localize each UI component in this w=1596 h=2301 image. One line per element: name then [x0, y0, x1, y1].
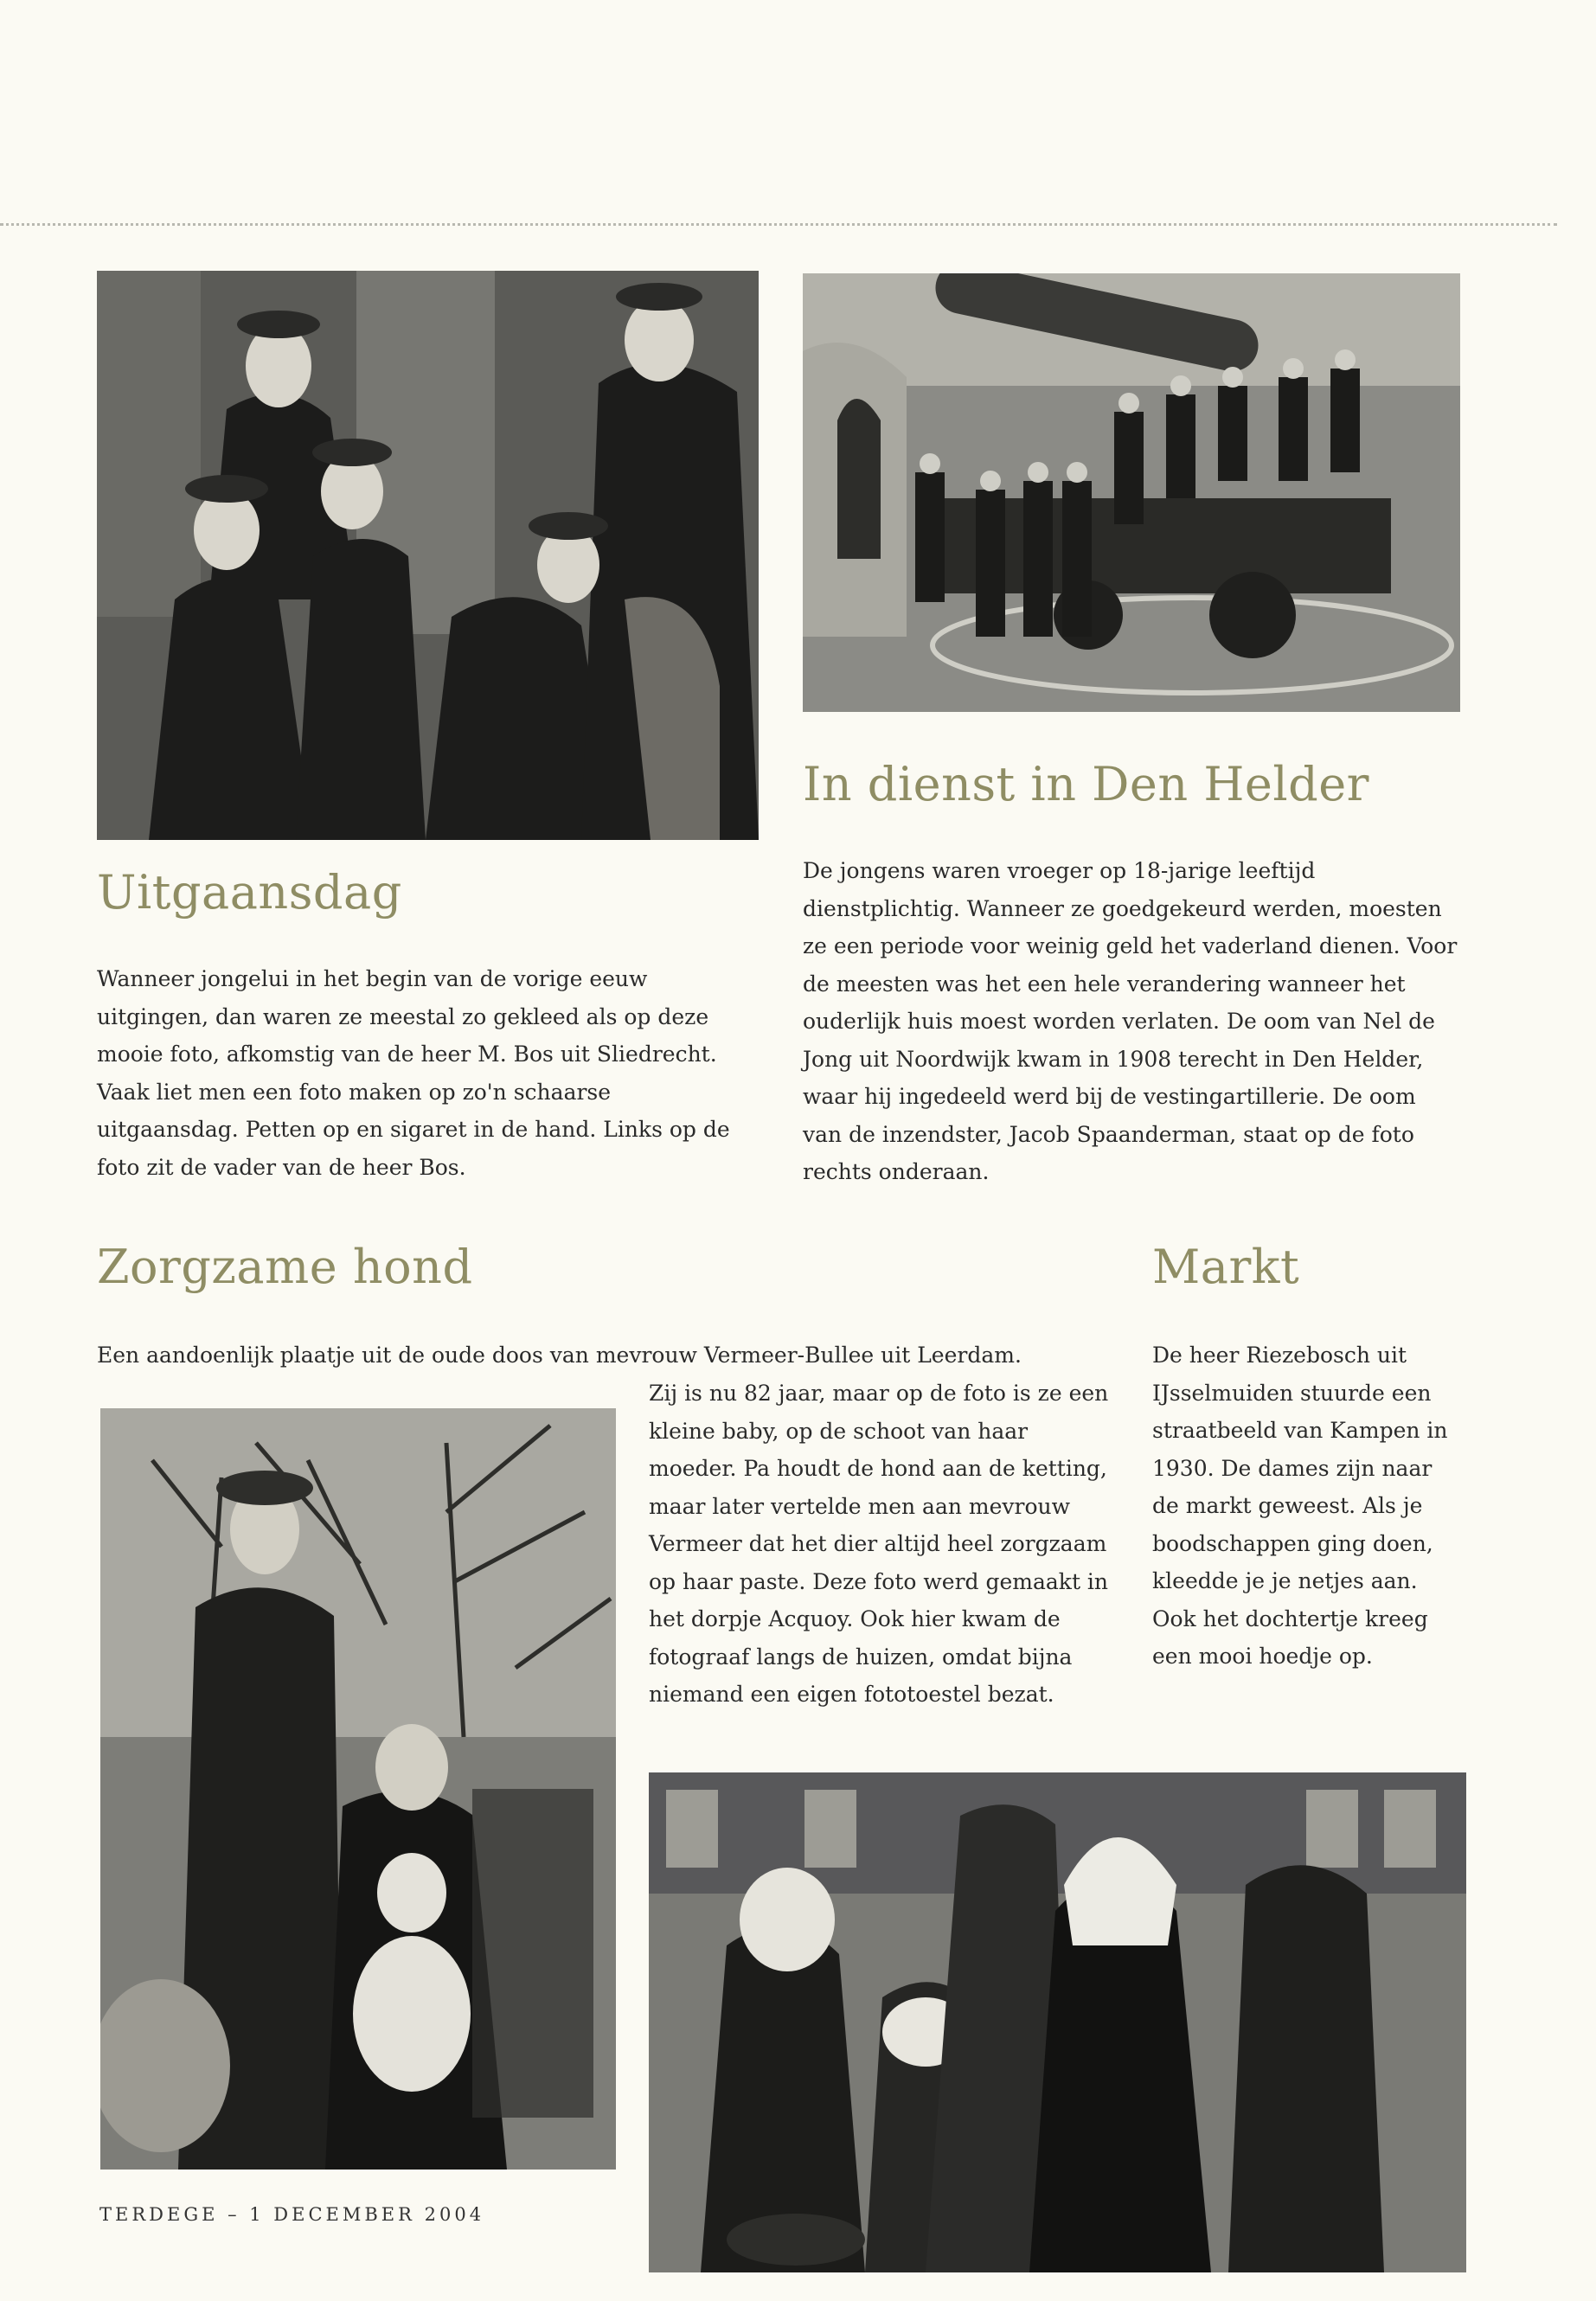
photo-soldiers-cannon — [803, 273, 1460, 712]
top-dotted-rule — [0, 223, 1557, 226]
text-uitgaansdag: Wanneer jongelui in het begin van de vorige eeuw uitgingen, dan waren ze meestal zo gekleed als op deze mooie foto, afkomstig van de heer M. Bos uit Sliedrecht. Vaak liet men een foto maken op zo'n schaarse uitgaansdag. Petten op en sigaret in de hand. Links op de foto zit de vader van de heer Bos. — [97, 966, 730, 1180]
text-markt: De heer Riezebosch uit IJsselmuiden stuurde een straatbeeld van Kampen in 1930. De dames zijn naar de markt geweest. Als je boodschappen ging doen, kleedde je je netjes aan. Ook het dochtertje kreeg een mooi hoedje op. — [1152, 1343, 1448, 1669]
photo-family-with-dog — [100, 1408, 616, 2170]
text-zorgzame-hond: Zij is nu 82 jaar, maar op de foto is ze een kleine baby, op de schoot van haar moeder. Pa houdt de hond aan de ketting, maar later vertelde men aan mevrouw Vermeer dat het dier altijd heel zorgzaam op haar paste. Deze foto werd gemaakt in het dorpje Acquoy. Ook hier kwam de fotograaf langs de huizen, omdat bijna niemand een eigen fototoestel bezat. — [649, 1381, 1109, 1707]
heading-uitgaansdag: Uitgaansdag — [97, 865, 402, 920]
text-den-helder: De jongens waren vroeger op 18-jarige leeftijd dienstplichtig. Wanneer ze goedgekeurd werden, moesten ze een periode voor weinig geld het vaderland dienen. Voor de meesten was het een hele verandering wanneer het ouderlijk huis moest worden verlaten. De oom van Nel de Jong uit Noordwijk kwam in 1908 terecht in Den Helder, waar hij ingedeeld werd bij de vestingartillerie. De oom van de inzendster, Jacob Spaanderman, staat op de foto rechts onderaan. — [803, 858, 1458, 1184]
heading-den-helder: In dienst in Den Helder — [803, 757, 1369, 811]
text-zorgzame-hond-intro: Een aandoenlijk plaatje uit de oude doos van mevrouw Vermeer-Bullee uit Leerdam. — [97, 1343, 1022, 1368]
heading-markt: Markt — [1152, 1240, 1300, 1294]
photo-five-young-men — [97, 271, 759, 840]
page-footer: TERDEGE – 1 DECEMBER 2004 — [99, 2204, 485, 2225]
photo-kampen-street — [649, 1772, 1466, 2272]
heading-zorgzame-hond: Zorgzame hond — [97, 1240, 473, 1294]
